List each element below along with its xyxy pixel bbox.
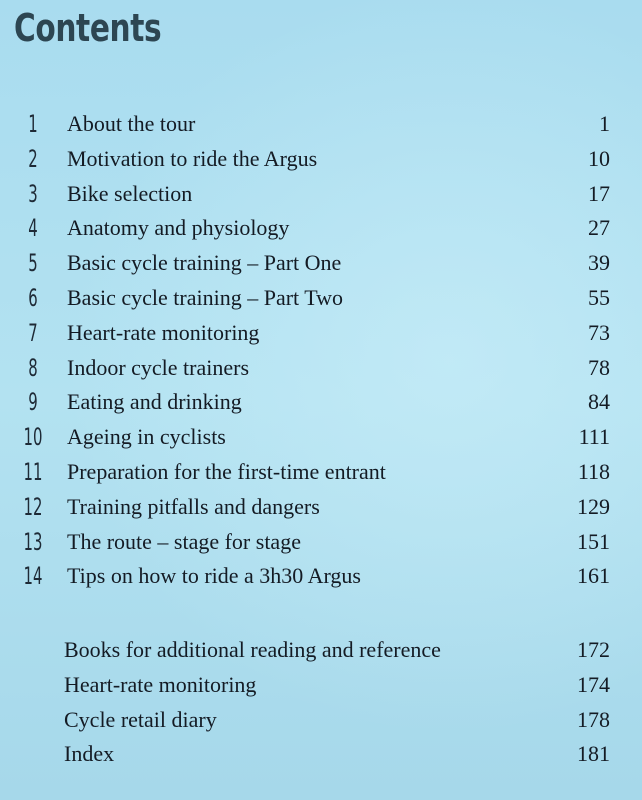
chapter-page: 151: [577, 528, 610, 554]
chapter-page: 27: [588, 215, 610, 241]
chapter-number: 6: [28, 283, 38, 312]
chapter-number: 7: [28, 318, 38, 347]
chapter-title: Eating and drinking: [67, 389, 242, 415]
toc-row: [0, 525, 642, 560]
toc-row: [0, 455, 642, 490]
back-matter-page: 181: [577, 741, 610, 767]
chapter-title: The route – stage for stage: [67, 528, 301, 554]
toc-row: [0, 668, 642, 703]
chapter-page: 161: [577, 563, 610, 589]
chapter-page: 84: [588, 389, 610, 415]
chapter-page: 1: [599, 111, 610, 136]
chapter-title: Motivation to ride the Argus: [67, 145, 318, 171]
toc-row: [0, 177, 642, 212]
back-matter-title: Cycle retail diary: [64, 706, 217, 732]
chapter-page: 55: [588, 284, 610, 310]
toc-row: [0, 559, 642, 594]
back-matter-title: Index: [64, 741, 115, 767]
back-matter-title: Books for additional reading and reference: [64, 637, 441, 662]
chapter-list: [0, 107, 642, 594]
chapter-title: Bike selection: [67, 180, 193, 206]
chapter-page: 129: [577, 493, 610, 519]
chapter-title: Basic cycle training – Part Two: [67, 284, 344, 310]
chapter-number: 4: [28, 214, 38, 243]
chapter-title: About the tour: [67, 111, 196, 136]
chapter-title: Preparation for the first-time entrant: [67, 458, 386, 484]
back-matter-page: 172: [577, 637, 610, 662]
chapter-title: Indoor cycle trainers: [67, 354, 250, 380]
toc-row: [0, 107, 642, 142]
chapter-number: 14: [23, 562, 43, 591]
chapter-number: 11: [23, 457, 43, 486]
toc-row: [0, 246, 642, 281]
chapter-number: 13: [23, 527, 43, 556]
chapter-page: 78: [588, 354, 610, 380]
chapter-number: 3: [28, 179, 38, 208]
toc-row: [0, 737, 642, 772]
chapter-title: Basic cycle training – Part One: [67, 250, 342, 276]
chapter-title: Anatomy and physiology: [67, 215, 290, 241]
chapter-number: 9: [28, 388, 38, 417]
chapter-title: Training pitfalls and dangers: [67, 493, 320, 519]
chapter-number: 1: [28, 110, 38, 138]
back-matter-title: Heart-rate monitoring: [64, 671, 257, 697]
toc-row: [0, 281, 642, 316]
toc-row: [0, 420, 642, 455]
toc-row: [0, 490, 642, 525]
chapter-number: 8: [28, 353, 38, 382]
back-matter-list: [0, 633, 642, 772]
chapter-page: 111: [578, 424, 610, 450]
page-title: Contents: [14, 6, 162, 50]
chapter-page: 118: [577, 458, 610, 484]
toc-row: [0, 703, 642, 738]
chapter-title: Heart-rate monitoring: [67, 319, 260, 345]
back-matter-page: 178: [577, 706, 610, 732]
chapter-number: 10: [23, 423, 43, 452]
chapter-title: Tips on how to ride a 3h30 Argus: [67, 563, 361, 589]
toc-row: [0, 385, 642, 420]
back-matter-page: 174: [577, 671, 610, 697]
toc-row: [0, 351, 642, 386]
toc-row: [0, 142, 642, 177]
chapter-number: 2: [28, 144, 38, 173]
chapter-number: 12: [23, 492, 43, 521]
toc-row: [0, 211, 642, 246]
chapter-number: 5: [28, 249, 38, 278]
chapter-title: Ageing in cyclists: [67, 424, 226, 450]
chapter-page: 17: [588, 180, 610, 206]
chapter-page: 10: [588, 145, 610, 171]
chapter-page: 39: [588, 250, 610, 276]
toc-row: [0, 316, 642, 351]
chapter-page: 73: [588, 319, 610, 345]
toc-row: [0, 633, 642, 668]
